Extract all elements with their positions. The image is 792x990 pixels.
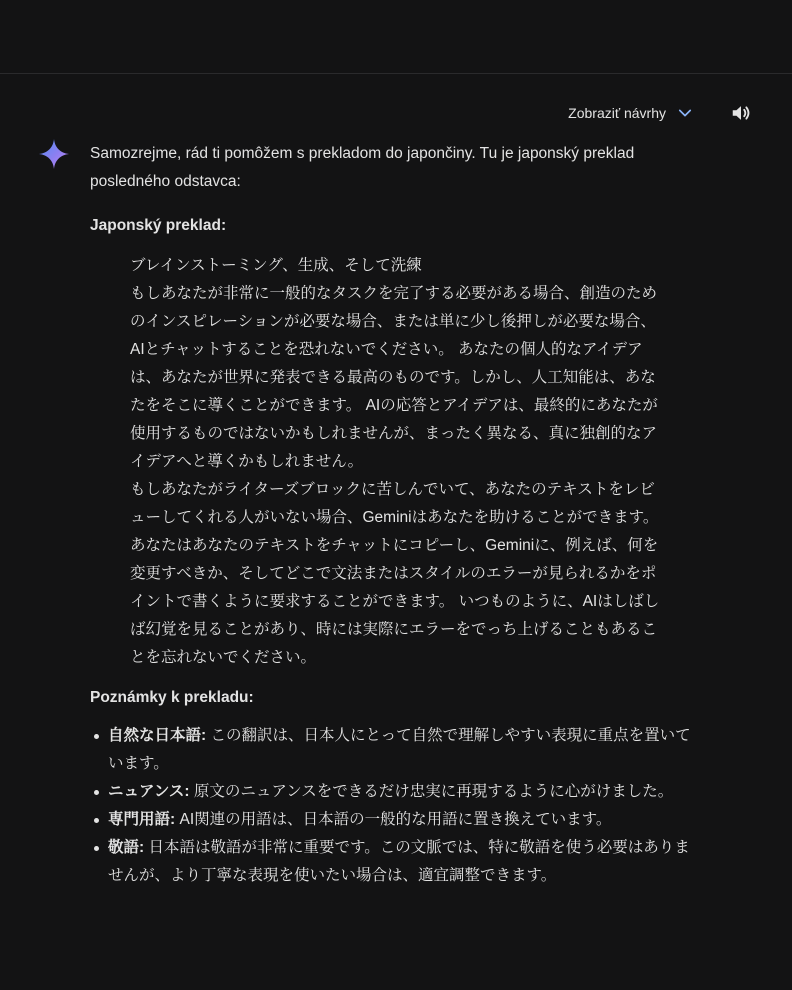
- note-term: ニュアンス:: [108, 783, 190, 800]
- notes-heading: Poznámky k prekladu:: [90, 689, 254, 706]
- show-drafts-button[interactable]: [568, 104, 694, 122]
- list-item: [108, 722, 700, 778]
- note-text: 原文のニュアンスをできるだけ忠実に再現するように心がけました。: [189, 783, 674, 800]
- note-text: 日本語は敬語が非常に重要です。この文脈では、特に敬語を使う必要はありませんが、より丁寧な表現を使いたい場合は、適宜調整できます。: [108, 839, 690, 884]
- speaker-icon[interactable]: [730, 102, 752, 124]
- chevron-down-icon: [676, 104, 694, 122]
- response-actions: [568, 102, 752, 124]
- notes-list: [90, 722, 700, 890]
- gemini-sparkle-icon: [38, 138, 70, 170]
- list-item: [108, 834, 700, 890]
- list-item: [108, 806, 700, 834]
- japanese-translation: [130, 252, 670, 672]
- translation-title: ブレインストーミング、生成、そして洗練: [130, 257, 422, 274]
- response-content: [90, 140, 700, 890]
- translation-paragraph: もしあなたが非常に一般的なタスクを完了する必要がある場合、創造のためのインスピレーションが必要な場合、または単に少し後押しが必要な場合、AIとチャットすることを恐れないでください。 あなたの個人的なアイデアは、あなたが世界に発表できる最高のものです。しかし、人工知能は、あなたをそこに導くことができます。 AIの応答とアイデアは、最終的にあなたが使用するものではないかもしれませんが、まったく異なる、真に独創的なアイデアへと導くかもしれません。: [130, 285, 658, 470]
- note-text: この翻訳は、日本人にとって自然で理解しやすい表現に重点を置いています。: [108, 727, 691, 772]
- note-term: 専門用語:: [108, 811, 176, 828]
- list-item: [108, 778, 700, 806]
- response-intro: Samozrejme, rád ti pomôžem s prekladom do japončiny. Tu je japonský preklad posledného odstavca:: [90, 145, 635, 190]
- note-text: AI関連の用語は、日本語の一般的な用語に置き換えています。: [175, 811, 612, 828]
- show-drafts-label: Zobraziť návrhy: [568, 105, 666, 121]
- translation-heading: Japonský preklad:: [90, 217, 227, 234]
- model-response: [0, 74, 792, 990]
- top-bar: [0, 0, 792, 74]
- note-term: 自然な日本語:: [108, 727, 207, 744]
- translation-paragraph: もしあなたがライターズブロックに苦しんでいて、あなたのテキストをレビューしてくれる人がいない場合、Geminiはあなたを助けることができます。 あなたはあなたのテキストをチャットにコピーし、Geminiに、例えば、何を変更すべきか、そしてどこで文法またはスタイルのエラーが見られるかをポイントで書くように要求することができます。 いつものように、AIはしばしば幻覚を見ることがあり、時には実際にエラーをでっち上げることもあることを忘れないでください。: [130, 481, 660, 666]
- note-term: 敬語:: [108, 839, 145, 856]
